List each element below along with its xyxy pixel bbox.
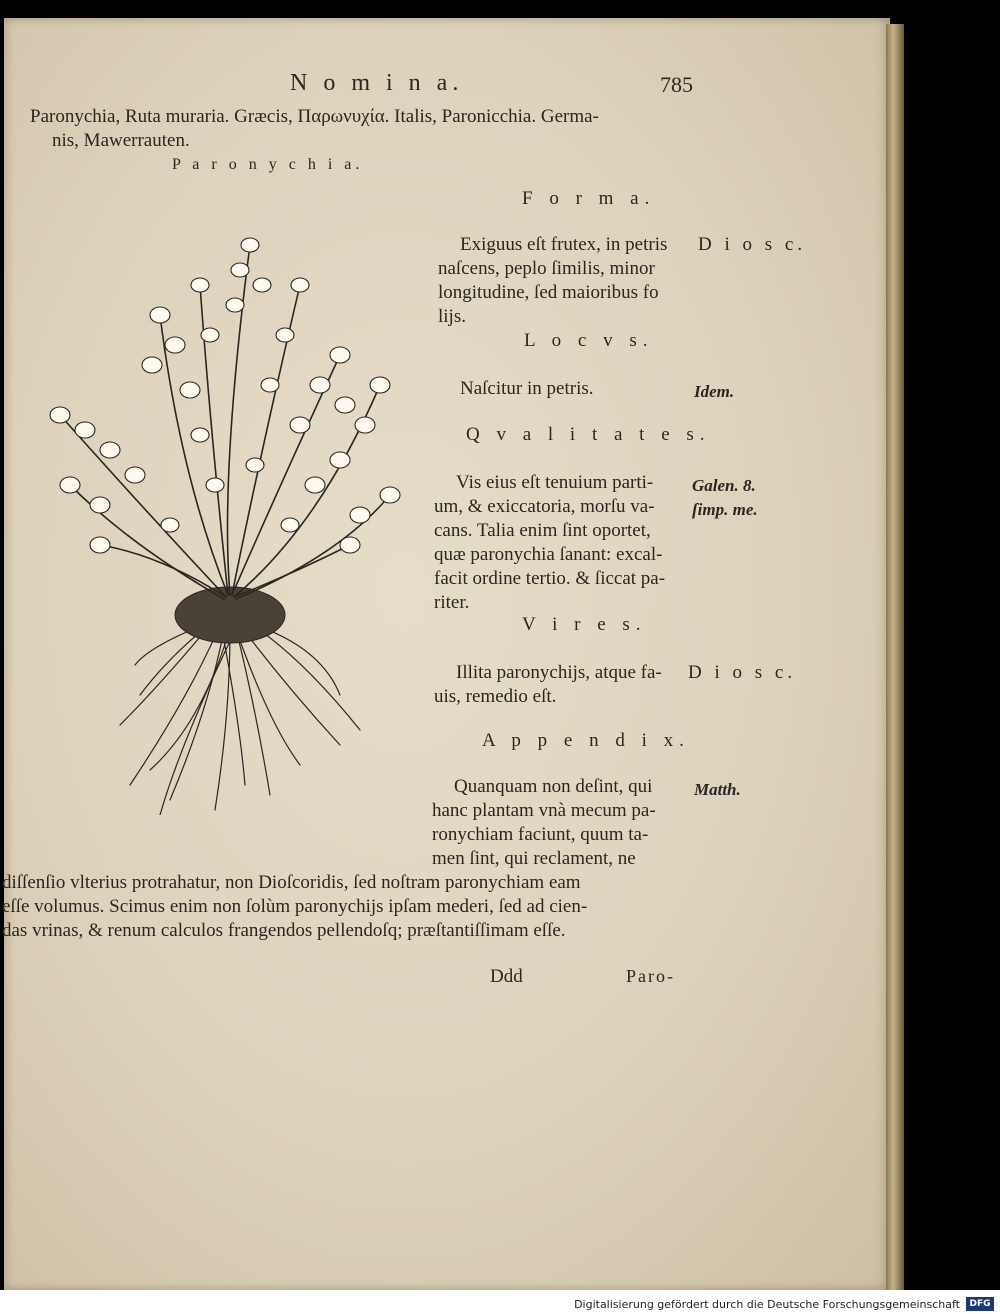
vires-line-2: uis, remedio eſt. <box>434 686 557 707</box>
forma-line-2: naſcens, peplo ſimilis, minor <box>438 258 655 279</box>
heading-appendix: A p p e n d i x. <box>482 730 690 751</box>
qualitates-line-3: cans. Talia enim ſint oportet, <box>434 520 651 541</box>
scan-credit-text: Digitalisierung gefördert durch die Deutsche Forschungsgemeinschaft <box>574 1298 960 1311</box>
appendix-line-7: das vrinas, & renum calculos frangendos pellendoſq; præſtantiſſimam eſſe. <box>2 920 566 941</box>
heading-vires: V i r e s. <box>522 614 647 635</box>
forma-line-3: longitudine, ſed maioribus fo <box>438 282 659 303</box>
margin-note-forma: D i o s c. <box>698 234 807 255</box>
signature-mark: Ddd <box>490 966 523 987</box>
running-title: N o m i n a. <box>290 70 464 96</box>
paronychia-woodcut-icon <box>40 225 410 815</box>
nomina-line-1: Paronychia, Ruta muraria. Græcis, Παρωνυχία. Italis, Paronicchia. Germa- <box>30 106 599 127</box>
dfg-logo: DFG <box>966 1297 994 1311</box>
margin-note-vires: D i o s c. <box>688 662 797 683</box>
appendix-line-1: Quanquam non deſint, qui <box>454 776 653 797</box>
qualitates-line-6: riter. <box>434 592 470 613</box>
margin-note-galen-1: Galen. 8. <box>692 476 756 495</box>
margin-note-locus: Idem. <box>694 382 735 401</box>
locus-line-1: Naſcitur in petris. <box>460 378 594 399</box>
heading-forma: F o r m a. <box>522 188 656 209</box>
margin-note-appendix: Matth. <box>694 780 741 799</box>
appendix-line-4: men ſint, qui reclament, ne <box>432 848 636 869</box>
appendix-line-2: hanc plantam vnà mecum pa- <box>432 800 656 821</box>
forma-line-1: Exiguus eſt frutex, in petris <box>460 234 668 255</box>
page-number: 785 <box>660 72 693 97</box>
plant-caption: P a r o n y c h i a. <box>172 156 364 173</box>
heading-locus: L o c v s. <box>524 330 654 351</box>
page-fore-edge <box>886 24 904 1290</box>
qualitates-line-5: facit ordine tertio. & ſiccat pa- <box>434 568 666 589</box>
vires-line-1: Illita paronychijs, atque fa- <box>456 662 662 683</box>
nomina-line-2: nis, Mawerrauten. <box>52 130 190 151</box>
qualitates-line-1: Vis eius eſt tenuium parti- <box>456 472 654 493</box>
appendix-line-5: diſſenſio vlterius protrahatur, non Dioſcoridis, ſed noſtram paronychiam eam <box>2 872 581 893</box>
appendix-line-3: ronychiam faciunt, quum ta- <box>432 824 649 845</box>
appendix-line-6: eſſe volumus. Scimus enim non ſolùm paronychijs ipſam mederi, ſed ad cien- <box>2 896 588 917</box>
forma-line-4: lijs. <box>438 306 466 327</box>
margin-note-galen-2: ſimp. me. <box>692 500 758 519</box>
qualitates-line-4: quæ paronychia ſanant: excal- <box>434 544 663 565</box>
heading-qualitates: Q v a l i t a t e s. <box>466 424 711 445</box>
qualitates-line-2: um, & exiccatoria, morſu va- <box>434 496 655 517</box>
catchword: Paro- <box>626 966 675 986</box>
